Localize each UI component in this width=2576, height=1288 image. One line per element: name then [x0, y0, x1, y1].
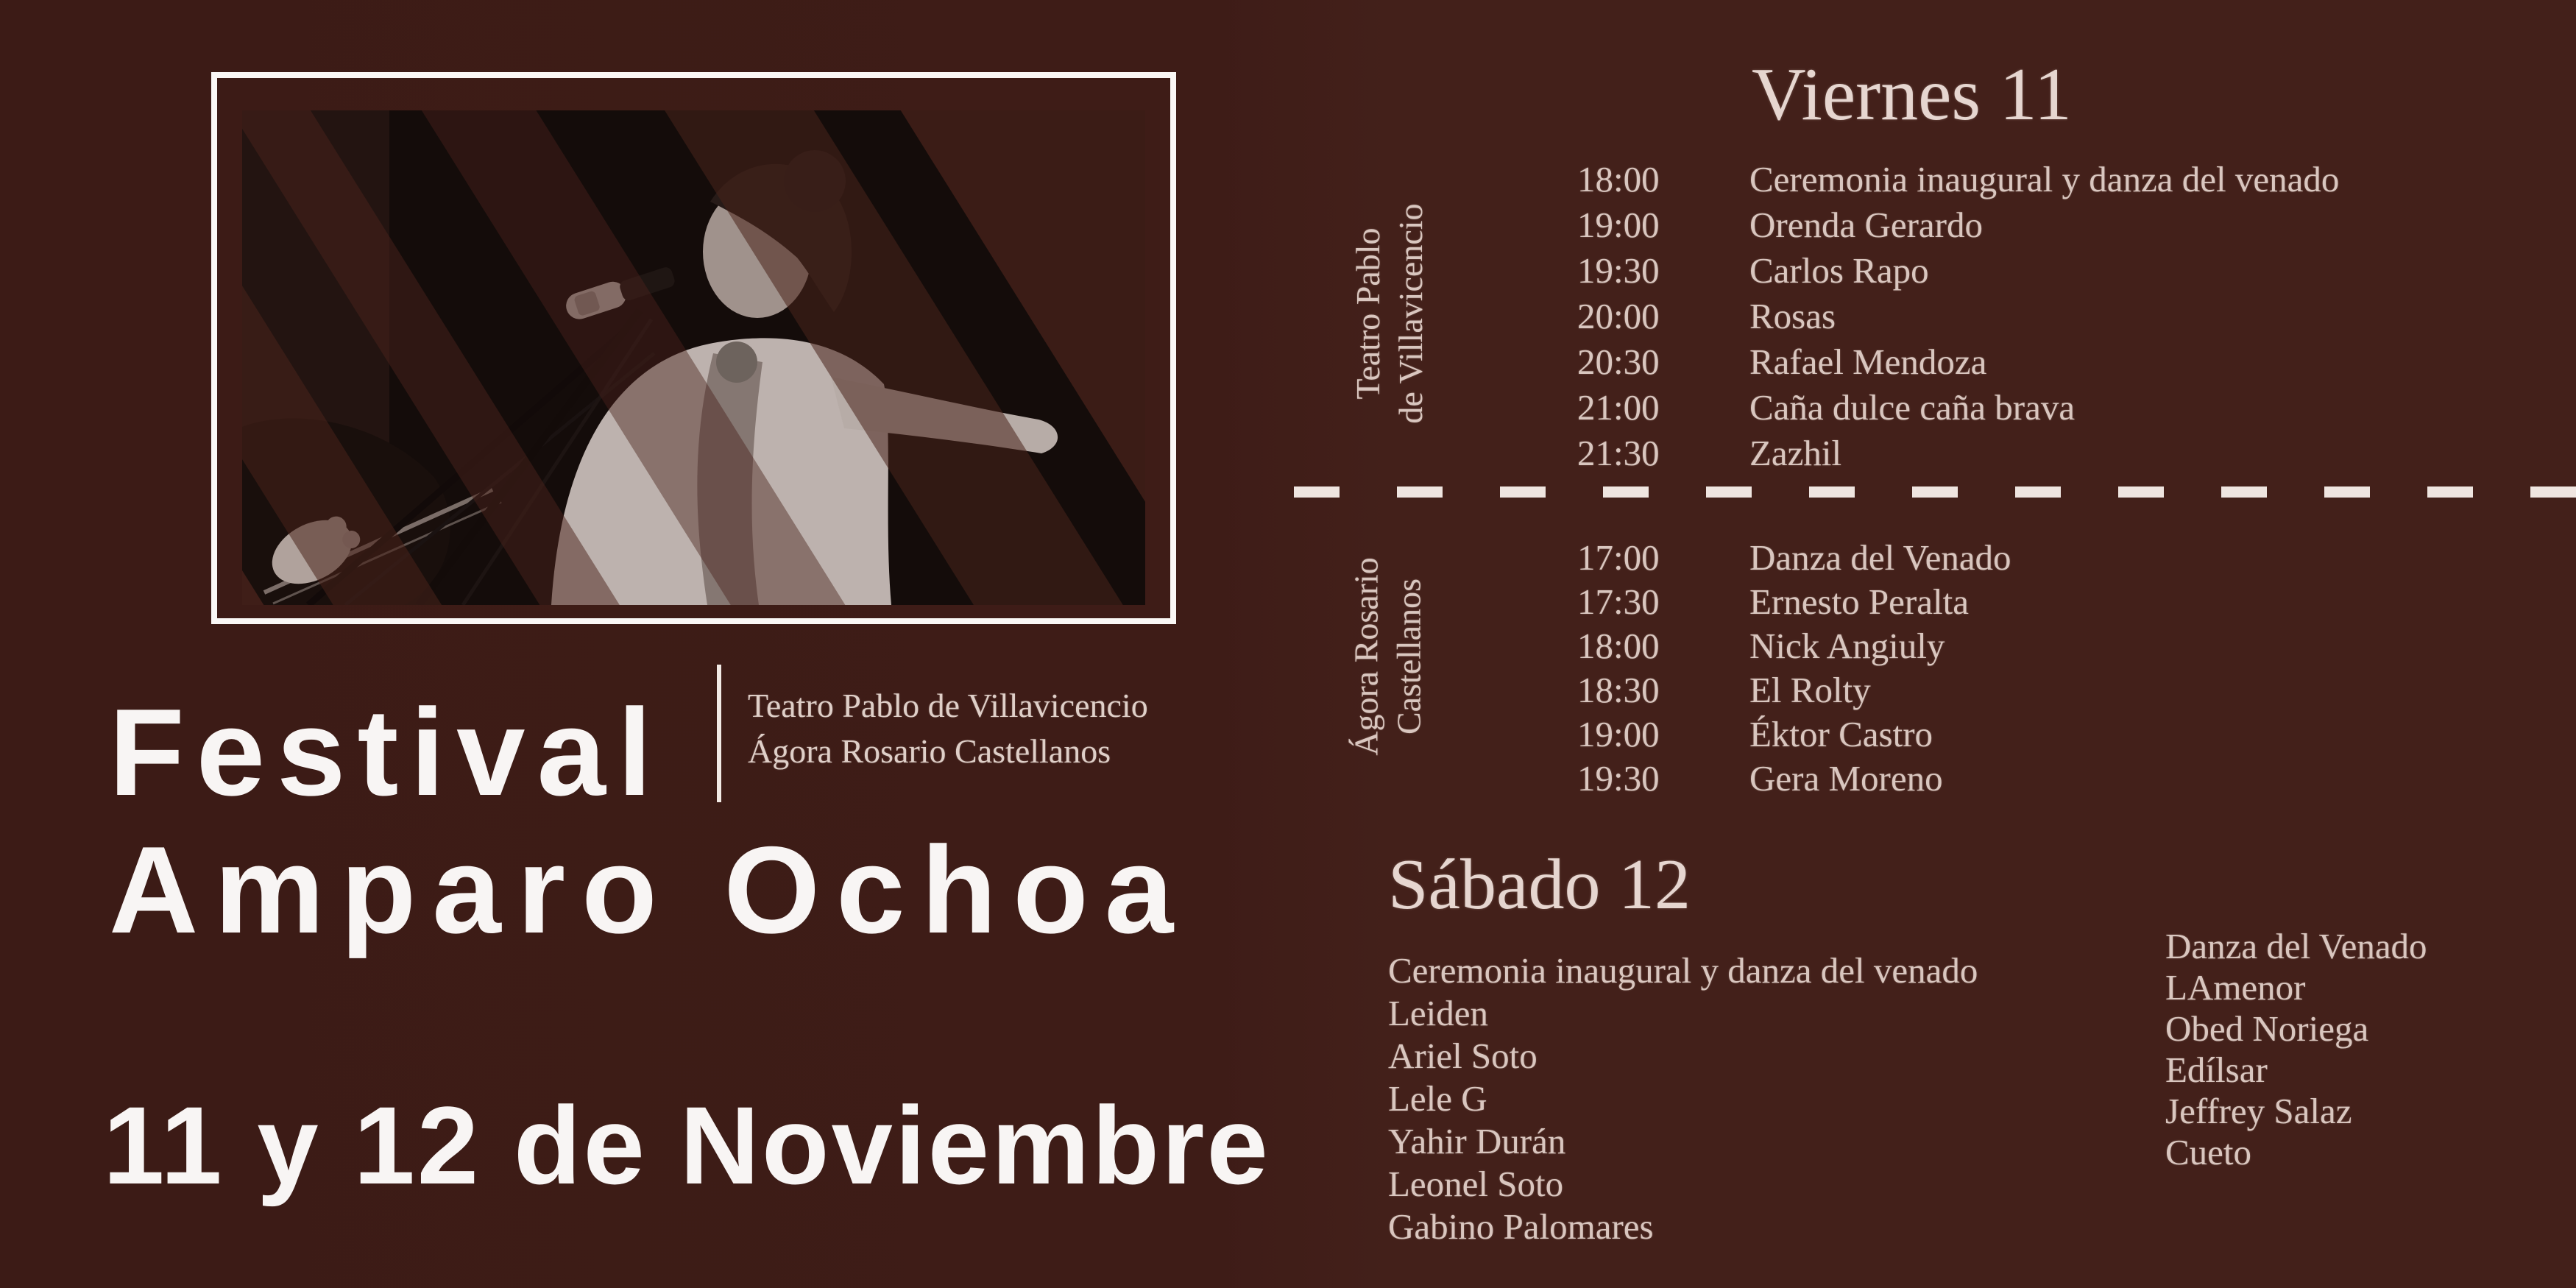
singer-photo-illustration	[242, 110, 1145, 605]
act-cell: Carlos Rapo	[1749, 250, 1929, 291]
friday-header: Viernes 11	[1752, 53, 2072, 136]
list-item: LAmenor	[2165, 967, 2306, 1008]
act-cell: Rafael Mendoza	[1749, 341, 1987, 382]
friday-teatro-schedule	[1577, 156, 2339, 475]
schedule-row	[1577, 756, 2011, 800]
caption-line-2: Ágora Rosario Castellanos	[748, 732, 1111, 770]
list-item: Leonel Soto	[1388, 1164, 1564, 1204]
schedule-row	[1577, 535, 2011, 579]
list-item: Ariel Soto	[1388, 1036, 1538, 1076]
list-item: Danza del Venado	[2165, 926, 2427, 966]
time-cell: 17:30	[1577, 581, 1660, 622]
friday-agora-schedule	[1577, 535, 2011, 800]
schedule-row	[1577, 712, 2011, 756]
list-item: Yahir Durán	[1388, 1121, 1566, 1161]
schedule-row	[1577, 579, 2011, 623]
venue-label-teatro-line-1: Teatro Pablo	[1349, 227, 1387, 400]
schedule-row	[1577, 623, 2011, 668]
venue-label-agora	[1345, 523, 1441, 791]
venue-label-teatro-line-2: de Villavicencio	[1392, 203, 1429, 424]
saturday-header: Sábado 12	[1388, 845, 1691, 924]
act-cell: Orenda Gerardo	[1749, 204, 1983, 245]
venue-label-teatro	[1347, 159, 1443, 468]
time-cell: 20:30	[1577, 341, 1660, 382]
act-cell: Caña dulce caña brava	[1749, 386, 2076, 428]
dates-line: 11 y 12 de Noviembre	[103, 1083, 1270, 1207]
caption-line-1: Teatro Pablo de Villavicencio	[748, 687, 1148, 724]
act-cell: Zazhil	[1749, 432, 1842, 473]
title-festival: Festival	[109, 683, 664, 821]
list-item: Gabino Palomares	[1388, 1206, 1654, 1247]
dashed-divider	[1294, 486, 2576, 498]
act-cell: Danza del Venado	[1749, 537, 2011, 578]
list-item: Cueto	[2165, 1132, 2252, 1172]
act-cell: Ernesto Peralta	[1749, 581, 1969, 622]
saturday-left-list	[1388, 949, 1978, 1248]
time-cell: 19:30	[1577, 757, 1660, 799]
time-cell: 18:00	[1577, 625, 1660, 666]
schedule-row	[1577, 339, 2339, 384]
singer-photo	[242, 110, 1145, 605]
time-cell: 20:00	[1577, 295, 1660, 336]
schedule-row	[1577, 668, 2011, 712]
saturday-right-list	[2165, 926, 2427, 1173]
venue-caption	[748, 683, 1148, 774]
list-item: Leiden	[1388, 993, 1489, 1033]
list-item: Ceremonia inaugural y danza del venado	[1388, 950, 1978, 991]
schedule-row	[1577, 247, 2339, 293]
act-cell: Rosas	[1749, 295, 1836, 336]
act-cell: Ceremonia inaugural y danza del venado	[1749, 158, 2340, 199]
time-cell: 17:00	[1577, 537, 1660, 578]
schedule-row	[1577, 384, 2339, 430]
time-cell: 21:30	[1577, 432, 1660, 473]
time-cell: 19:00	[1577, 204, 1660, 245]
time-cell: 18:00	[1577, 158, 1660, 199]
schedule-row	[1577, 293, 2339, 339]
list-item: Edílsar	[2165, 1050, 2268, 1090]
act-cell: Nick Angiuly	[1749, 625, 1945, 666]
act-cell: El Rolty	[1749, 669, 1871, 710]
title-amparo-ochoa: Amparo Ochoa	[109, 821, 1190, 959]
list-item: Jeffrey Salaz	[2165, 1091, 2352, 1131]
schedule-row	[1577, 156, 2339, 202]
schedule-row	[1577, 202, 2339, 247]
time-cell: 21:00	[1577, 386, 1660, 428]
act-cell: Éktor Castro	[1749, 713, 1933, 754]
schedule-row	[1577, 430, 2339, 475]
venue-label-agora-line-1: Ágora Rosario	[1347, 557, 1385, 756]
list-item: Lele G	[1388, 1078, 1487, 1119]
photo-frame	[211, 72, 1176, 624]
venue-label-agora-line-2: Castellanos	[1390, 578, 1428, 735]
list-item: Obed Noriega	[2165, 1008, 2369, 1049]
time-cell: 19:30	[1577, 250, 1660, 291]
time-cell: 18:30	[1577, 669, 1660, 710]
act-cell: Gera Moreno	[1749, 757, 1943, 799]
caption-divider-bar	[717, 665, 721, 802]
time-cell: 19:00	[1577, 713, 1660, 754]
